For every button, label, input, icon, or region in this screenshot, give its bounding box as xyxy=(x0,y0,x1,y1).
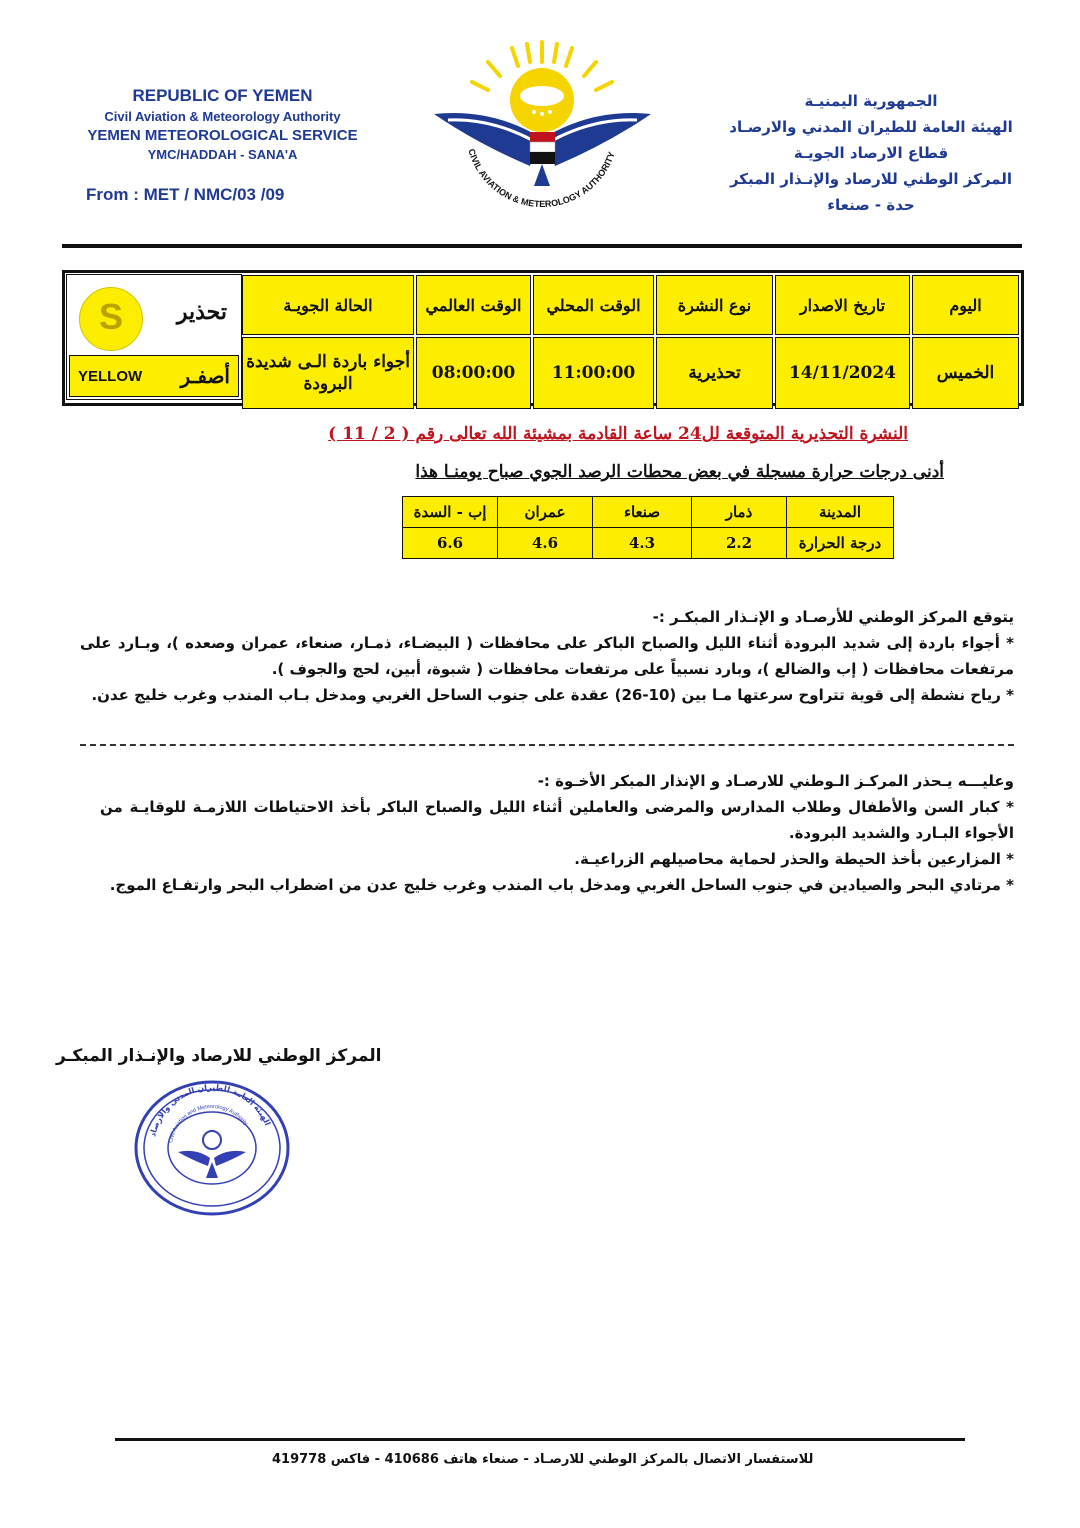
temps-city: ذمار xyxy=(692,497,787,528)
signature-line: المركز الوطني للارصاد والإنـذار المبكـر xyxy=(56,1046,382,1066)
warning-col-utc-time: الوقت العالمي xyxy=(416,275,531,335)
warning-col-local-time: الوقت المحلي xyxy=(533,275,654,335)
header-en-line1: REPUBLIC OF YEMEN xyxy=(132,86,313,105)
temps-city: إب - السدة xyxy=(403,497,498,528)
header-english xyxy=(60,86,385,162)
min-temps-title: أدنى درجات حرارة مسجلة في بعض محطات الرصد الجوي صباح يومنـا هذا xyxy=(415,462,944,482)
header-ar-line5: حدة - صنعاء xyxy=(827,196,915,214)
warning-col-issue-date: تاريخ الاصدار xyxy=(775,275,910,335)
warning-badge-title: تحذير xyxy=(176,299,227,325)
header-ar-line1: الجمهورية اليمنيـة xyxy=(804,92,938,110)
temps-value: 4.6 xyxy=(498,528,593,559)
warning-header-row xyxy=(242,275,1019,335)
stamp-ring-text: الهيئة العامة للطيران المدني والارصاد xyxy=(148,1082,273,1138)
temps-label-temp: درجة الحرارة xyxy=(787,528,894,559)
forecast-item: * رياح نشطة إلى قوية تتراوح سرعتها مـا بين (10-26) عقدة على جنوب الساحل الغربي ومدخل بـاب المندب وغرب خليج عدن. xyxy=(91,686,1014,704)
warning-level-icon: S xyxy=(79,287,143,351)
section-divider xyxy=(80,744,1014,746)
header-en-line3: YEMEN METEOROLOGICAL SERVICE xyxy=(87,127,358,144)
warning-col-day: اليوم xyxy=(912,275,1019,335)
contact-footer: للاستفسار الاتصال بالمركز الوطني للارصـاد - صنعاء هاتف 410686 - فاكس 419778 xyxy=(272,1452,814,1467)
temps-value-row xyxy=(403,528,894,559)
header-en-line2: Civil Aviation & Meteorology Authority xyxy=(104,109,341,124)
warning-col-condition: الحالة الجويـة xyxy=(242,275,414,335)
bulletin-number-line: النشرة التحذيرية المتوقعة لل24 ساعة القادمة بمشيئة الله تعالى رقم ( 2 / 11 ) xyxy=(328,424,908,444)
advice-item: * كبار السن والأطفال وطلاب المدارس والمرضى والعاملين أثناء الليل والصباح الباكر بأخذ الاحتياطات اللازمـة للوقايـة من الأجواء البـارد والشديد البرودة. xyxy=(100,798,1014,842)
forecast-intro: يتوقع المركز الوطني للأرصـاد و الإنـذار المبكـر :- xyxy=(652,608,1014,626)
temps-value: 4.3 xyxy=(593,528,692,559)
temps-header-row xyxy=(403,497,894,528)
advice-intro: وعليـــه يـحذر المركـز الـوطني للارصـاد و الإنذار المبكر الأخـوة :- xyxy=(537,772,1014,790)
authority-logo-icon xyxy=(430,36,655,226)
header-divider xyxy=(62,244,1022,248)
from-reference: From : MET / NMC/03 /09 xyxy=(86,185,285,204)
official-stamp-icon xyxy=(132,1078,292,1218)
header-en-line4: YMC/HADDAH - SANA'A xyxy=(147,147,298,162)
temps-city: صنعاء xyxy=(593,497,692,528)
header-arabic xyxy=(706,88,1036,218)
advice-item: * مرتادي البحر والصيادين في جنوب الساحل الغربي ومدخل باب المندب وغرب خليج عدن من اضطراب البحر وارتفـاع الموج. xyxy=(109,876,1014,894)
min-temps-table xyxy=(402,496,894,559)
stamp-inner-text: Civil Aviation and Meteorology Authority xyxy=(168,1103,249,1144)
temps-value: 2.2 xyxy=(692,528,787,559)
warning-value-row xyxy=(242,337,1019,409)
warning-issue-date: 14/11/2024 xyxy=(775,337,910,409)
header-ar-line2: الهيئة العامة للطيران المدني والارصـاد xyxy=(729,118,1013,136)
forecast-item: * أجواء باردة إلى شديد البرودة أثناء الليل والصباح الباكر على محافظات ( البيضـاء، ذمـار، صنعاء، عمران وصعده )، وبـارد على مرتفعات محافظات ( إب والضالع )، وبارد نسبياً على مرتفعات محافظات ( شبوة، أبين، لحج والجوف ). xyxy=(80,634,1014,678)
header-ar-line4: المركز الوطني للارصاد والإنـذار المبكر xyxy=(729,170,1013,188)
warning-utc-time: 08:00:00 xyxy=(416,337,531,409)
advice-section xyxy=(100,768,1014,898)
warning-level-bar xyxy=(69,355,239,397)
logo-ring-text: CIVIL AVIATION & METEROLOGY AUTHORITY xyxy=(466,147,617,210)
forecast-section xyxy=(80,604,1014,708)
warning-level-ar: أصفـر xyxy=(180,364,230,388)
warning-col-type: نوع النشرة xyxy=(656,275,773,335)
warning-level-en: YELLOW xyxy=(78,367,143,385)
temps-city: عمران xyxy=(498,497,593,528)
warning-local-time: 11:00:00 xyxy=(533,337,654,409)
warning-type: تحذيرية xyxy=(656,337,773,409)
temps-label-city: المدينة xyxy=(787,497,894,528)
header-ar-line3: قطاع الارصاد الجويـة xyxy=(793,144,949,162)
advice-item: * المزارعين بأخذ الحيطة والحذر لحماية محاصيلهم الزراعيـة. xyxy=(574,850,1014,868)
warning-day: الخميس xyxy=(912,337,1019,409)
warning-level-badge xyxy=(66,274,242,400)
footer-divider xyxy=(115,1438,965,1441)
temps-value: 6.6 xyxy=(403,528,498,559)
warning-condition: أجواء باردة الـى شديدة البرودة xyxy=(242,337,414,409)
svg-text:Civil Aviation and Meteorology xyxy=(168,1104,248,1143)
